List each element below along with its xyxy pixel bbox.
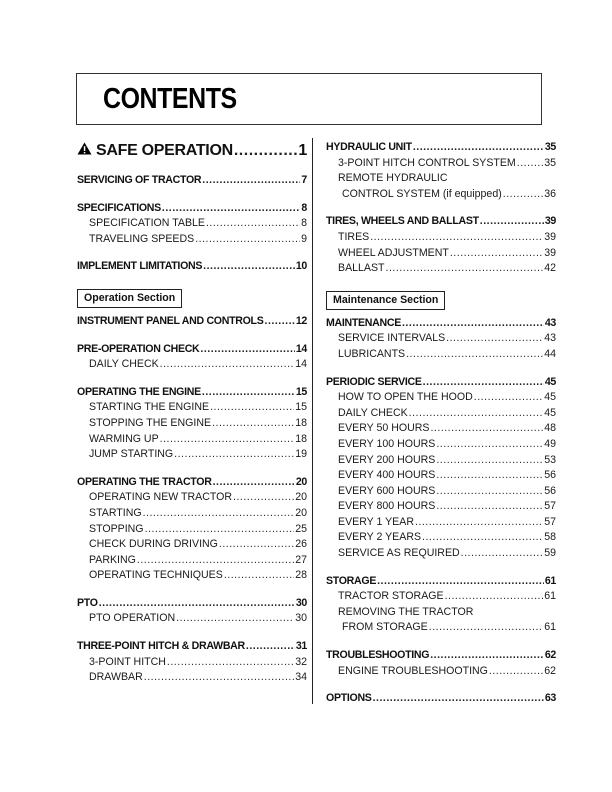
toc-entry-label: PARKING (89, 553, 136, 566)
toc-page-number: 15 (295, 385, 307, 398)
toc-page-number: 27 (295, 553, 307, 566)
toc-entry-operating-techniques[interactable] (77, 568, 307, 584)
toc-page-number: 57 (544, 500, 556, 513)
dot-leader (413, 140, 544, 156)
dot-leader (436, 453, 543, 469)
toc-entry-stopping[interactable] (77, 522, 307, 538)
toc-page-number: 32 (295, 655, 307, 668)
toc-page-number: 45 (544, 391, 556, 404)
toc-page-number: 35 (544, 156, 556, 169)
dot-leader (423, 375, 544, 391)
toc-entry-remote-hydraulic (326, 171, 556, 187)
toc-entry-label: PTO OPERATION (89, 612, 176, 625)
toc-page-number: 48 (544, 422, 556, 435)
toc-page-number: 53 (544, 453, 556, 466)
toc-entry-label: EVERY 2 YEARS (338, 531, 422, 544)
toc-entry-label: EVERY 400 HOURS (338, 469, 436, 482)
toc-entry-label: BALLAST (338, 262, 385, 275)
dot-leader (176, 611, 294, 627)
toc-entry-wheel-adjustment[interactable] (326, 246, 556, 262)
dot-leader (224, 568, 294, 584)
toc-entry-operating-new-tractor[interactable] (77, 490, 307, 506)
toc-entry-engine-troubleshooting[interactable] (326, 664, 556, 680)
dot-leader (415, 515, 543, 531)
dot-leader (202, 385, 295, 401)
toc-entry-label: HOW TO OPEN THE HOOD (338, 391, 473, 404)
toc-entry-label: CHECK DURING DRIVING (89, 538, 218, 551)
page-title: CONTENTS (103, 83, 237, 115)
toc-page-number: 15 (295, 401, 307, 414)
toc-entry-implement-limitations[interactable] (77, 259, 307, 275)
dot-leader (167, 655, 294, 671)
dot-leader (219, 537, 294, 553)
toc-entry-how-to-open-the-hood[interactable] (326, 390, 556, 406)
toc-entry-control-system-if-equipped[interactable] (326, 187, 556, 203)
toc-entry-label: INSTRUMENT PANEL AND CONTROLS (77, 314, 264, 327)
toc-entry-every-50-hours[interactable] (326, 421, 556, 437)
dot-leader (212, 416, 294, 432)
toc-page-number: 18 (295, 416, 307, 429)
toc-page-number: 39 (544, 215, 556, 228)
spacer (77, 463, 307, 475)
toc-entry-traveling-speeds[interactable] (77, 232, 307, 248)
toc-entry-label: REMOVING THE TRACTOR (338, 605, 474, 618)
dot-leader (445, 589, 544, 605)
dot-leader (370, 230, 543, 246)
spacer (326, 277, 556, 289)
toc-entry-label: MAINTENANCE (326, 316, 401, 329)
toc-entry-troubleshooting[interactable] (326, 648, 556, 664)
toc-entry-label: SERVICE AS REQUIRED (338, 547, 460, 560)
toc-entry-safe-operation[interactable] (77, 140, 307, 161)
toc-entry-label: EVERY 1 YEAR (338, 515, 414, 528)
dot-leader (377, 574, 544, 590)
toc-entry-label: SERVICING OF TRACTOR (77, 174, 202, 186)
dot-leader (450, 246, 543, 262)
toc-entry-stopping-the-engine[interactable] (77, 416, 307, 432)
toc-page-number: 18 (295, 432, 307, 445)
toc-entry-label: STOPPING THE ENGINE (89, 416, 212, 429)
warning-triangle-icon (77, 140, 92, 160)
toc-entry-options[interactable] (326, 691, 556, 707)
toc-entry-label: LUBRICANTS (338, 347, 406, 360)
toc-page-number: 35 (544, 141, 556, 153)
toc-entry-label: OPERATING THE TRACTOR (77, 475, 212, 488)
toc-entry-label: STARTING THE ENGINE (89, 401, 210, 414)
toc-page-number: 30 (295, 612, 307, 625)
toc-entry-label: SPECIFICATIONS (77, 201, 161, 214)
dot-leader (210, 400, 294, 416)
toc-entry-label: OPTIONS (326, 692, 372, 705)
spacer (77, 161, 307, 173)
dot-leader (402, 316, 544, 332)
spacer (77, 330, 307, 342)
toc-page-number: 42 (544, 262, 556, 275)
dot-leader (373, 691, 544, 707)
toc-entry-label: TIRES (338, 230, 370, 243)
toc-entry-3-point-hitch-control-system[interactable] (326, 156, 556, 172)
dot-leader (162, 201, 301, 217)
toc-page-number: 14 (295, 342, 307, 355)
dot-leader (99, 596, 295, 612)
dot-leader (409, 406, 544, 422)
toc-page-number: 39 (544, 246, 556, 259)
toc-entry-label: DAILY CHECK (89, 358, 159, 371)
toc-entry-warming-up[interactable] (77, 432, 307, 448)
toc-entry-every-800-hours[interactable] (326, 499, 556, 515)
dot-leader (233, 490, 294, 506)
toc-page-number: 31 (295, 640, 307, 653)
toc-entry-lubricants[interactable] (326, 347, 556, 363)
toc-entry-removing-the-tractor (326, 605, 556, 621)
toc-entry-check-during-driving[interactable] (77, 537, 307, 553)
toc-right-column (326, 140, 556, 707)
toc-entry-every-200-hours[interactable] (326, 453, 556, 469)
toc-entry-label: STARTING (89, 506, 142, 519)
toc-entry-label: TRAVELING SPEEDS (89, 232, 195, 245)
toc-page-number: 30 (295, 596, 307, 609)
section-heading-maintenance-section: Maintenance Section (326, 291, 445, 310)
toc-page-number: 10 (295, 260, 307, 273)
toc-entry-specification-table[interactable] (77, 216, 307, 232)
dot-leader (446, 331, 543, 347)
dot-leader (246, 639, 295, 655)
toc-entry-daily-check[interactable] (326, 406, 556, 422)
dot-leader (489, 664, 543, 680)
toc-entry-label: EVERY 800 HOURS (338, 500, 436, 513)
toc-entry-storage[interactable] (326, 574, 556, 590)
toc-entry-label: OPERATING THE ENGINE (77, 385, 201, 398)
dot-leader (436, 468, 543, 484)
toc-entry-operating-the-engine[interactable] (77, 385, 307, 401)
toc-entry-label: DRAWBAR (89, 671, 143, 684)
section-heading-operation-section: Operation Section (77, 289, 182, 308)
toc-entry-tires-wheels-and-ballast[interactable] (326, 214, 556, 230)
toc-page-number: 28 (295, 569, 307, 582)
toc-entry-label: TIRES, WHEELS AND BALLAST (326, 215, 479, 228)
dot-leader (430, 421, 543, 437)
toc-entry-label: OPERATING NEW TRACTOR (89, 491, 233, 504)
dot-leader (430, 648, 544, 664)
contents-title-box (76, 73, 542, 125)
toc-entry-drawbar[interactable] (77, 670, 307, 686)
toc-entry-label: SERVICE INTERVALS (338, 332, 446, 345)
toc-page-number: 14 (295, 358, 307, 371)
dot-leader (200, 342, 294, 358)
dot-leader (406, 347, 543, 363)
toc-page-number: 45 (544, 406, 556, 419)
toc-entry-every-600-hours[interactable] (326, 484, 556, 500)
dot-leader (206, 216, 300, 232)
toc-entry-pto[interactable] (77, 596, 307, 612)
toc-entry-every-1-year[interactable] (326, 515, 556, 531)
toc-entry-label: TROUBLESHOOTING (326, 649, 430, 662)
toc-page-number: 12 (295, 314, 307, 327)
toc-entry-pre-operation-check[interactable] (77, 342, 307, 358)
spacer (326, 562, 556, 574)
toc-page-number: 43 (544, 316, 556, 329)
dot-leader (436, 437, 543, 453)
dot-leader (480, 214, 544, 230)
toc-entry-label: FROM STORAGE (342, 621, 428, 634)
toc-page-number: 61 (544, 590, 556, 603)
spacer (326, 363, 556, 375)
spacer (77, 373, 307, 385)
toc-page-number: 56 (544, 484, 556, 497)
dot-leader (422, 530, 543, 546)
toc-entry-every-100-hours[interactable] (326, 437, 556, 453)
spacer (77, 584, 307, 596)
spacer (77, 247, 307, 259)
toc-entry-label: EVERY 600 HOURS (338, 484, 436, 497)
toc-entry-3-point-hitch[interactable] (77, 655, 307, 671)
toc-page-number: 8 (301, 217, 307, 230)
toc-entry-ballast[interactable] (326, 261, 556, 277)
toc-page-number: 26 (295, 538, 307, 551)
toc-entry-jump-starting[interactable] (77, 447, 307, 463)
dot-leader (144, 670, 294, 686)
spacer (326, 636, 556, 648)
toc-entry-label: TRACTOR STORAGE (338, 590, 444, 603)
toc-page-number: 39 (544, 230, 556, 243)
spacer (326, 679, 556, 691)
toc-page-number: 61 (544, 621, 556, 634)
spacer (77, 627, 307, 639)
toc-page-number: 59 (544, 547, 556, 560)
toc-left-column (77, 140, 307, 686)
toc-page-number: 36 (544, 187, 556, 200)
dot-leader (436, 499, 543, 515)
toc-page-number: 61 (544, 574, 556, 587)
dot-leader (160, 357, 295, 373)
toc-entry-from-storage[interactable] (326, 620, 556, 636)
toc-entry-pto-operation[interactable] (77, 611, 307, 627)
toc-page-number: 25 (295, 522, 307, 535)
toc-entry-every-400-hours[interactable] (326, 468, 556, 484)
toc-entry-specifications[interactable] (77, 201, 307, 217)
toc-entry-label: PRE-OPERATION CHECK (77, 342, 200, 355)
dot-leader (203, 259, 295, 275)
spacer (326, 202, 556, 214)
toc-entry-label: 3-POINT HITCH CONTROL SYSTEM (338, 156, 516, 169)
dot-leader (429, 620, 543, 636)
toc-entry-label: HYDRAULIC UNIT (326, 141, 412, 153)
toc-entry-every-2-years[interactable] (326, 530, 556, 546)
toc-entry-label: WARMING UP (89, 432, 159, 445)
toc-entry-maintenance[interactable] (326, 316, 556, 332)
dot-leader (234, 141, 298, 161)
toc-entry-parking[interactable] (77, 553, 307, 569)
toc-entry-starting[interactable] (77, 506, 307, 522)
toc-page-number: 63 (544, 692, 556, 705)
dot-leader (143, 506, 295, 522)
toc-entry-tractor-storage[interactable] (326, 589, 556, 605)
toc-page-number: 56 (544, 469, 556, 482)
toc-entry-label: SPECIFICATION TABLE (89, 217, 205, 230)
toc-entry-hydraulic-unit[interactable] (326, 140, 556, 156)
toc-page-number: 58 (544, 531, 556, 544)
toc-page-number: 7 (301, 174, 307, 186)
toc-page-number: 49 (544, 437, 556, 450)
column-divider (312, 138, 313, 704)
dot-leader (517, 156, 543, 172)
toc-entry-servicing-of-tractor[interactable] (77, 173, 307, 189)
dot-leader (503, 187, 543, 203)
dot-leader (461, 546, 544, 562)
toc-page-number: 8 (301, 201, 307, 214)
toc-entry-service-as-required[interactable] (326, 546, 556, 562)
toc-page-number: 45 (544, 375, 556, 388)
dot-leader (174, 447, 294, 463)
toc-entry-label: STORAGE (326, 574, 377, 587)
toc-entry-tires[interactable] (326, 230, 556, 246)
toc-entry-label: JUMP STARTING (89, 448, 174, 461)
toc-entry-label: REMOTE HYDRAULIC (338, 172, 448, 185)
dot-leader (137, 553, 294, 569)
toc-page-number: 34 (295, 671, 307, 684)
toc-entry-label: CONTROL SYSTEM (if equipped) (342, 187, 502, 200)
dot-leader (195, 232, 300, 248)
toc-entry-label: 3-POINT HITCH (89, 655, 166, 668)
toc-entry-label: IMPLEMENT LIMITATIONS (77, 260, 203, 273)
spacer (77, 189, 307, 201)
toc-entry-operating-the-tractor[interactable] (77, 475, 307, 491)
toc-page-number: 57 (544, 515, 556, 528)
dot-leader (145, 522, 295, 538)
toc-entry-label: STOPPING (89, 522, 144, 535)
dot-leader (436, 484, 543, 500)
toc-page-number: 20 (295, 506, 307, 519)
toc-entry-label: WHEEL ADJUSTMENT (338, 246, 449, 259)
toc-entry-label: EVERY 100 HOURS (338, 437, 436, 450)
toc-entry-label: EVERY 50 HOURS (338, 422, 430, 435)
toc-page-number: 19 (295, 448, 307, 461)
dot-leader (160, 432, 295, 448)
toc-page-number: 9 (301, 232, 307, 245)
toc-page-number: 20 (295, 475, 307, 488)
toc-entry-label: DAILY CHECK (338, 406, 408, 419)
dot-leader (474, 390, 543, 406)
toc-entry-label: THREE-POINT HITCH & DRAWBAR (77, 640, 245, 653)
toc-page-number: 44 (544, 347, 556, 360)
toc-page-number: 62 (544, 664, 556, 677)
dot-leader (386, 261, 544, 277)
dot-leader (265, 314, 295, 330)
toc-page-number: 1 (298, 142, 307, 159)
toc-page-number: 43 (544, 332, 556, 345)
toc-entry-label: EVERY 200 HOURS (338, 453, 436, 466)
toc-entry-daily-check[interactable] (77, 357, 307, 373)
toc-entry-label: SAFE OPERATION (96, 142, 233, 159)
toc-entry-periodic-service[interactable] (326, 375, 556, 391)
dot-leader (213, 475, 295, 491)
dot-leader (202, 173, 300, 189)
toc-entry-label: OPERATING TECHNIQUES (89, 569, 223, 582)
toc-entry-service-intervals[interactable] (326, 331, 556, 347)
toc-page-number: 20 (295, 491, 307, 504)
toc-entry-label: PTO (77, 596, 98, 609)
spacer (77, 275, 307, 287)
toc-entry-instrument-panel-and-controls[interactable] (77, 314, 307, 330)
toc-entry-label: PERIODIC SERVICE (326, 375, 422, 388)
toc-entry-label: ENGINE TROUBLESHOOTING (338, 664, 488, 677)
toc-entry-three-point-hitch-drawbar[interactable] (77, 639, 307, 655)
toc-page-number: 62 (544, 649, 556, 662)
toc-entry-starting-the-engine[interactable] (77, 400, 307, 416)
